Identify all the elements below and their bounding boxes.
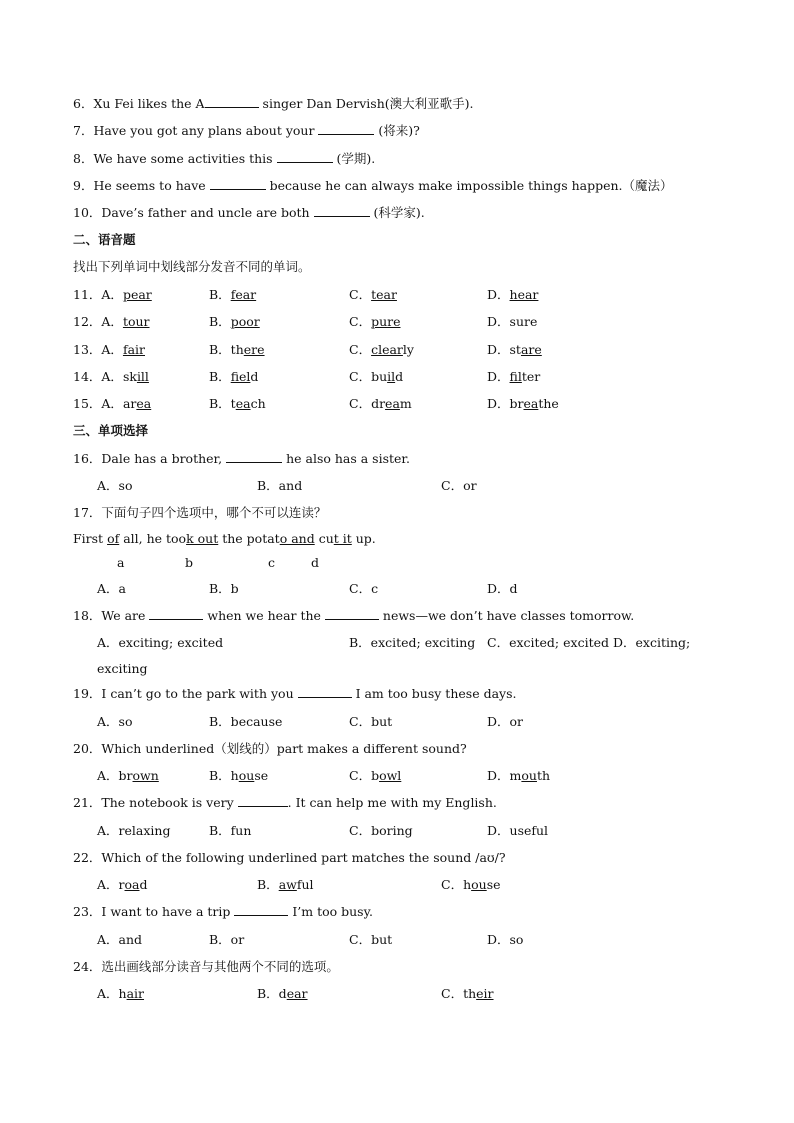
question-23-option-c: C．but [349,932,393,947]
question-18-option-a: A．exciting; excited [97,635,224,650]
question-23-option-a: A．and [97,932,143,947]
question-10: 10．Dave’s father and uncle are both (科学家). [73,205,425,220]
question-18-option-c: C．excited; excited D．exciting; [487,635,691,650]
question-17-option-d: D．d [487,581,518,596]
question-16: 16．Dale has a brother, he also has a sister. [73,451,410,466]
question-12-option-a: 12．A．tour [73,314,150,329]
answer-blank [149,608,203,620]
question-11-option-d: D．hear [487,287,539,302]
question-20-option-c: C．bowl [349,768,402,783]
question-13-option-c: C．clearly [349,342,414,357]
question-23-option-b: B．or [209,932,245,947]
answer-blank [205,96,259,108]
question-6: 6．Xu Fei likes the A singer Dan Dervish(澳大利亚歌手). [73,96,474,111]
answer-blank [234,904,288,916]
question-21-option-a: A．relaxing [97,823,171,838]
question-18-option-b: B．excited; exciting [349,635,476,650]
question-16-option-a: A．so [97,478,133,493]
question-17: 17．下面句子四个选项中，哪个不可以连读？ [73,505,327,520]
question-18-option-d-cont: exciting [97,661,148,676]
answer-blank [238,795,288,807]
question-12-option-b: B．poor [209,314,260,329]
question-15-option-b: B．teach [209,396,266,411]
question-17-label-a: a [117,555,125,570]
question-22-option-b: B．awful [257,877,314,892]
question-22-option-a: A．road [97,877,148,892]
question-7: 7．Have you got any plans about your (将来)? [73,123,420,138]
question-21-option-b: B．fun [209,823,252,838]
question-23: 23．I want to have a trip I’m too busy. [73,904,373,919]
question-19-option-b: B．because [209,714,283,729]
question-14-option-b: B．field [209,369,259,384]
question-19: 19．I can’t go to the park with you I am too busy these days. [73,686,517,701]
question-17-label-c: c [268,555,276,570]
answer-blank [277,151,333,163]
question-17-option-c: C．c [349,581,379,596]
question-19-option-a: A．so [97,714,133,729]
question-21-option-c: C．boring [349,823,413,838]
question-24-option-a: A．hair [97,986,145,1001]
question-13-option-b: B．there [209,342,265,357]
question-9: 9．He seems to have because he can always make impossible things happen.（魔法） [73,178,673,193]
question-19-option-d: D．or [487,714,524,729]
question-15-option-d: D．breathe [487,396,559,411]
question-19-option-c: C．but [349,714,393,729]
question-11-option-a: 11．A．pear [73,287,152,302]
question-20: 20．Which underlined（划线的）part makes a different sound? [73,741,467,756]
question-17-sentence: First of all, he took out the potato and cut it up. [73,531,376,546]
question-11-option-c: C．tear [349,287,397,302]
question-14-option-d: D．filter [487,369,541,384]
question-17-option-b: B．b [209,581,239,596]
question-8: 8．We have some activities this (学期). [73,151,376,166]
question-12-option-c: C．pure [349,314,401,329]
question-15-option-c: C．dream [349,396,412,411]
answer-blank [318,123,374,135]
question-13-option-a: 13．A．fair [73,342,145,357]
answer-blank [226,451,282,463]
question-20-option-b: B．house [209,768,269,783]
question-12-option-d: D．sure [487,314,538,329]
question-16-option-b: B．and [257,478,303,493]
question-14-option-c: C．build [349,369,404,384]
question-18: 18．We are when we hear the news—we don’t have classes tomorrow. [73,608,635,623]
question-17-label-b: b [185,555,194,570]
question-24: 24．选出画线部分读音与其他两个不同的选项。 [73,959,339,974]
section-title-single-choice: 三、单项选择 [73,423,149,438]
section-title-phonetics: 二、语音题 [73,232,136,247]
question-14-option-a: 14．A．skill [73,369,149,384]
question-24-option-c: C．their [441,986,494,1001]
answer-blank [314,205,370,217]
question-17-option-a: A．a [97,581,126,596]
answer-blank [210,178,266,190]
question-17-label-d: d [311,555,320,570]
answer-blank [298,686,352,698]
question-16-option-c: C．or [441,478,477,493]
question-22-option-c: C．house [441,877,501,892]
question-21: 21．The notebook is very . It can help me with my English. [73,795,497,810]
question-23-option-d: D．so [487,932,524,947]
question-15-option-a: 15．A．area [73,396,152,411]
question-21-option-d: D．useful [487,823,549,838]
section-instruction: 找出下列单词中划线部分发音不同的单词。 [73,259,311,274]
question-20-option-d: D．mouth [487,768,551,783]
question-24-option-b: B．dear [257,986,308,1001]
answer-blank [325,608,379,620]
question-13-option-d: D．stare [487,342,542,357]
question-20-option-a: A．brown [97,768,159,783]
question-22: 22．Which of the following underlined part matches the sound /aʊ/? [73,850,506,865]
question-11-option-b: B．fear [209,287,257,302]
